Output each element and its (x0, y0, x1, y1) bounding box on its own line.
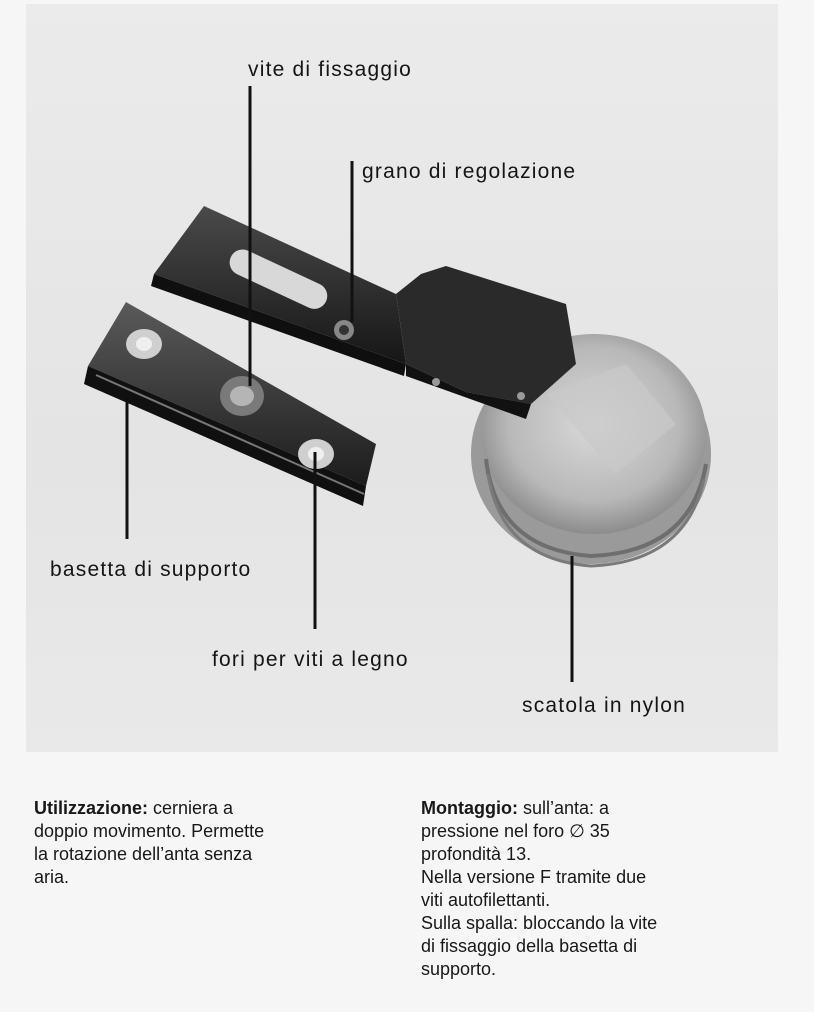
hinge-illustration (26, 4, 778, 752)
montaggio-label: Montaggio: (421, 798, 518, 818)
utilizzazione-text: Utilizzazione: cerniera a doppio movimento. Permette la rotazione dell’anta senza aria. (34, 798, 265, 887)
label-scatola-in-nylon: scatola in nylon (522, 694, 686, 717)
label-vite-di-fissaggio: vite di fissaggio (248, 58, 412, 81)
hinge-photo (26, 4, 778, 752)
montaggio-text: Montaggio: sull’anta: a pressione nel foro ∅ 35 profondità 13. Nella versione F tramite due viti autofilettanti. Sulla spalla: bloccando la vite di fissaggio della basetta di supporto. (421, 798, 658, 979)
utilizzazione-label: Utilizzazione: (34, 798, 149, 818)
label-grano-di-regolazione: grano di regolazione (362, 160, 577, 183)
label-fori-per-viti: fori per viti a legno (212, 648, 409, 671)
label-basetta-di-supporto: basetta di supporto (50, 558, 252, 581)
